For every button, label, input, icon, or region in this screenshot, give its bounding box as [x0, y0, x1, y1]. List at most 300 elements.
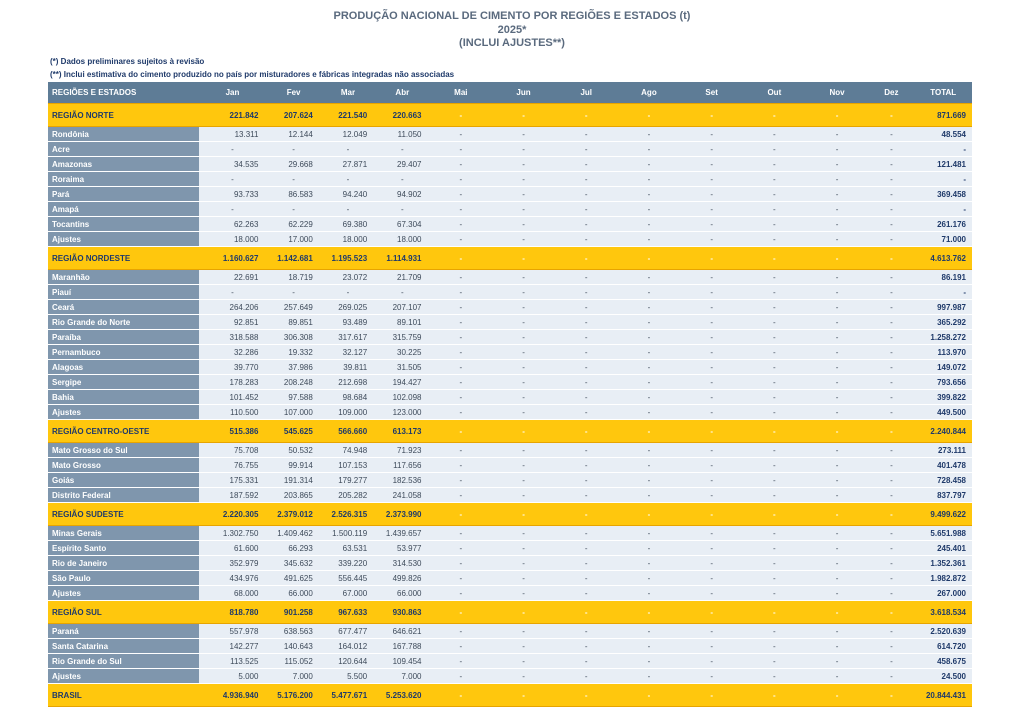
month-value-cell: -	[868, 458, 914, 473]
month-value-cell: -	[806, 654, 869, 669]
month-value-cell: -	[868, 443, 914, 458]
state-name: Ajustes	[48, 669, 199, 684]
month-value-cell: -	[555, 601, 618, 624]
month-value-cell: -	[618, 458, 681, 473]
month-value-cell: 18.719	[266, 270, 320, 285]
month-value-cell: -	[806, 443, 869, 458]
month-value-cell: -	[429, 541, 492, 556]
month-value-cell: -	[492, 187, 555, 202]
table-header-row	[48, 82, 972, 104]
month-value-cell: 67.304	[375, 217, 429, 232]
month-value-cell: 62.229	[266, 217, 320, 232]
month-value-cell: -	[199, 202, 267, 217]
row-total-cell: 2.520.639	[914, 624, 972, 639]
month-value-cell: 208.248	[266, 375, 320, 390]
month-value-cell: -	[680, 247, 743, 270]
month-value-cell: -	[680, 330, 743, 345]
month-value-cell: -	[492, 624, 555, 639]
state-name: Santa Catarina	[48, 639, 199, 654]
state-row	[48, 360, 972, 375]
month-value-cell: -	[868, 217, 914, 232]
row-total-cell: 871.669	[914, 104, 972, 127]
header-out: Out	[743, 82, 806, 104]
month-value-cell: 76.755	[199, 458, 267, 473]
state-name: Pernambuco	[48, 345, 199, 360]
month-value-cell: -	[492, 270, 555, 285]
month-value-cell: -	[806, 202, 869, 217]
month-value-cell: -	[555, 405, 618, 420]
month-value-cell: -	[618, 443, 681, 458]
month-value-cell: 818.780	[199, 601, 267, 624]
month-value-cell: 68.000	[199, 586, 267, 601]
state-row	[48, 669, 972, 684]
header-mar: Mar	[321, 82, 375, 104]
month-value-cell: 110.500	[199, 405, 267, 420]
month-value-cell: 515.386	[199, 420, 267, 443]
month-value-cell: -	[492, 684, 555, 707]
header-regions-states: REGIÕES E ESTADOS	[48, 82, 199, 104]
month-value-cell: 98.684	[321, 390, 375, 405]
region-name: REGIÃO SUL	[48, 601, 199, 624]
row-total-cell: -	[914, 202, 972, 217]
month-value-cell: -	[555, 654, 618, 669]
month-value-cell: -	[680, 104, 743, 127]
month-value-cell: 142.277	[199, 639, 267, 654]
month-value-cell: 930.863	[375, 601, 429, 624]
month-value-cell: 66.293	[266, 541, 320, 556]
month-value-cell: -	[868, 586, 914, 601]
month-value-cell: -	[429, 247, 492, 270]
state-row	[48, 526, 972, 541]
state-name: Ajustes	[48, 405, 199, 420]
month-value-cell: 11.050	[375, 127, 429, 142]
month-value-cell: 29.407	[375, 157, 429, 172]
month-value-cell: -	[429, 526, 492, 541]
row-total-cell: 9.499.622	[914, 503, 972, 526]
state-name: Mato Grosso do Sul	[48, 443, 199, 458]
state-name: Roraima	[48, 172, 199, 187]
month-value-cell: -	[743, 127, 806, 142]
month-value-cell: -	[868, 157, 914, 172]
month-value-cell: 62.263	[199, 217, 267, 232]
month-value-cell: -	[492, 556, 555, 571]
month-value-cell: 34.535	[199, 157, 267, 172]
month-value-cell: -	[868, 420, 914, 443]
month-value-cell: -	[429, 104, 492, 127]
month-value-cell: -	[492, 360, 555, 375]
month-value-cell: 5.000	[199, 669, 267, 684]
month-value-cell: 352.979	[199, 556, 267, 571]
month-value-cell: -	[868, 405, 914, 420]
month-value-cell: -	[555, 104, 618, 127]
month-value-cell: -	[868, 172, 914, 187]
month-value-cell: -	[492, 285, 555, 300]
month-value-cell: -	[868, 473, 914, 488]
month-value-cell: -	[555, 443, 618, 458]
month-value-cell: 32.127	[321, 345, 375, 360]
state-row	[48, 586, 972, 601]
month-value-cell: -	[868, 360, 914, 375]
month-value-cell: 23.072	[321, 270, 375, 285]
month-value-cell: -	[868, 639, 914, 654]
month-value-cell: 221.842	[199, 104, 267, 127]
row-total-cell: 121.481	[914, 157, 972, 172]
month-value-cell: -	[743, 601, 806, 624]
row-total-cell: 837.797	[914, 488, 972, 503]
month-value-cell: -	[375, 172, 429, 187]
month-value-cell: -	[743, 104, 806, 127]
month-value-cell: -	[618, 345, 681, 360]
month-value-cell: -	[555, 586, 618, 601]
month-value-cell: 61.600	[199, 541, 267, 556]
month-value-cell: -	[492, 217, 555, 232]
month-value-cell: -	[743, 669, 806, 684]
month-value-cell: -	[868, 669, 914, 684]
month-value-cell: -	[492, 541, 555, 556]
month-value-cell: 306.308	[266, 330, 320, 345]
month-value-cell: 12.049	[321, 127, 375, 142]
month-value-cell: 545.625	[266, 420, 320, 443]
month-value-cell: -	[806, 503, 869, 526]
month-value-cell: 140.643	[266, 639, 320, 654]
month-value-cell: -	[492, 300, 555, 315]
month-value-cell: -	[618, 503, 681, 526]
month-value-cell: -	[618, 202, 681, 217]
month-value-cell: 220.663	[375, 104, 429, 127]
month-value-cell: 221.540	[321, 104, 375, 127]
month-value-cell: -	[492, 172, 555, 187]
month-value-cell: -	[492, 330, 555, 345]
month-value-cell: -	[806, 541, 869, 556]
state-name: Acre	[48, 142, 199, 157]
state-name: Tocantins	[48, 217, 199, 232]
month-value-cell: -	[806, 172, 869, 187]
month-value-cell: 109.454	[375, 654, 429, 669]
month-value-cell: -	[555, 503, 618, 526]
state-row	[48, 473, 972, 488]
month-value-cell: 269.025	[321, 300, 375, 315]
month-value-cell: -	[806, 458, 869, 473]
row-total-cell: 401.478	[914, 458, 972, 473]
month-value-cell: -	[743, 202, 806, 217]
month-value-cell: -	[429, 458, 492, 473]
month-value-cell: 17.000	[266, 232, 320, 247]
month-value-cell: -	[743, 142, 806, 157]
month-value-cell: -	[555, 375, 618, 390]
month-value-cell: -	[806, 669, 869, 684]
month-value-cell: -	[492, 142, 555, 157]
region-name: REGIÃO CENTRO-OESTE	[48, 420, 199, 443]
row-total-cell: 273.111	[914, 443, 972, 458]
state-row	[48, 375, 972, 390]
month-value-cell: 29.668	[266, 157, 320, 172]
month-value-cell: -	[868, 654, 914, 669]
month-value-cell: 123.000	[375, 405, 429, 420]
month-value-cell: 175.331	[199, 473, 267, 488]
month-value-cell: -	[680, 541, 743, 556]
month-value-cell: -	[868, 488, 914, 503]
month-value-cell: -	[555, 420, 618, 443]
month-value-cell: -	[429, 624, 492, 639]
month-value-cell: -	[618, 669, 681, 684]
month-value-cell: -	[806, 601, 869, 624]
month-value-cell: -	[680, 458, 743, 473]
month-value-cell: -	[555, 360, 618, 375]
month-value-cell: 187.592	[199, 488, 267, 503]
month-value-cell: -	[806, 684, 869, 707]
month-value-cell: -	[743, 360, 806, 375]
row-total-cell: 1.352.361	[914, 556, 972, 571]
month-value-cell: 257.649	[266, 300, 320, 315]
month-value-cell: 556.445	[321, 571, 375, 586]
month-value-cell: -	[743, 330, 806, 345]
row-total-cell: 458.675	[914, 654, 972, 669]
month-value-cell: -	[680, 390, 743, 405]
month-value-cell: -	[555, 315, 618, 330]
footnote-adjustments: (**) Inclui estimativa do cimento produzido no país por misturadores e fábricas integradas não associadas	[50, 70, 455, 79]
month-value-cell: -	[618, 232, 681, 247]
month-value-cell: -	[806, 285, 869, 300]
state-name: Rio de Janeiro	[48, 556, 199, 571]
month-value-cell: -	[868, 624, 914, 639]
month-value-cell: 99.914	[266, 458, 320, 473]
month-value-cell: -	[806, 473, 869, 488]
month-value-cell: -	[680, 443, 743, 458]
state-row	[48, 330, 972, 345]
month-value-cell: -	[743, 586, 806, 601]
month-value-cell: -	[199, 172, 267, 187]
month-value-cell: -	[492, 639, 555, 654]
state-name: Ajustes	[48, 586, 199, 601]
month-value-cell: -	[868, 202, 914, 217]
month-value-cell: 491.625	[266, 571, 320, 586]
month-value-cell: 179.277	[321, 473, 375, 488]
month-value-cell: 345.632	[266, 556, 320, 571]
state-row	[48, 270, 972, 285]
month-value-cell: 89.101	[375, 315, 429, 330]
month-value-cell: -	[492, 601, 555, 624]
month-value-cell: -	[618, 360, 681, 375]
month-value-cell: -	[429, 217, 492, 232]
month-value-cell: -	[492, 405, 555, 420]
month-value-cell: -	[618, 247, 681, 270]
report-title-subtitle: (INCLUI AJUSTES**)	[459, 37, 565, 49]
month-value-cell: -	[743, 556, 806, 571]
month-value-cell: -	[555, 232, 618, 247]
row-total-cell: -	[914, 172, 972, 187]
month-value-cell: 18.000	[321, 232, 375, 247]
month-value-cell: -	[555, 285, 618, 300]
month-value-cell: 1.302.750	[199, 526, 267, 541]
month-value-cell: 315.759	[375, 330, 429, 345]
month-value-cell: -	[429, 503, 492, 526]
state-name: Sergipe	[48, 375, 199, 390]
month-value-cell: 638.563	[266, 624, 320, 639]
month-value-cell: -	[429, 202, 492, 217]
month-value-cell: 182.536	[375, 473, 429, 488]
month-value-cell: -	[806, 420, 869, 443]
month-value-cell: 264.206	[199, 300, 267, 315]
row-total-cell: 2.240.844	[914, 420, 972, 443]
row-total-cell: 245.401	[914, 541, 972, 556]
month-value-cell: -	[806, 345, 869, 360]
month-value-cell: -	[555, 157, 618, 172]
month-value-cell: -	[868, 104, 914, 127]
month-value-cell: -	[743, 458, 806, 473]
month-value-cell: -	[806, 360, 869, 375]
month-value-cell: -	[492, 420, 555, 443]
state-row	[48, 639, 972, 654]
month-value-cell: -	[806, 247, 869, 270]
month-value-cell: -	[743, 300, 806, 315]
state-name: Distrito Federal	[48, 488, 199, 503]
row-total-cell: 71.000	[914, 232, 972, 247]
month-value-cell: -	[806, 157, 869, 172]
month-value-cell: -	[555, 488, 618, 503]
state-row	[48, 172, 972, 187]
month-value-cell: 31.505	[375, 360, 429, 375]
row-total-cell: 20.844.431	[914, 684, 972, 707]
month-value-cell: -	[868, 345, 914, 360]
month-value-cell: -	[429, 571, 492, 586]
month-value-cell: 92.851	[199, 315, 267, 330]
month-value-cell: -	[806, 330, 869, 345]
month-value-cell: -	[743, 420, 806, 443]
month-value-cell: -	[743, 270, 806, 285]
state-row	[48, 315, 972, 330]
month-value-cell: 7.000	[266, 669, 320, 684]
month-value-cell: -	[680, 187, 743, 202]
month-value-cell: 2.220.305	[199, 503, 267, 526]
state-row	[48, 232, 972, 247]
month-value-cell: -	[618, 405, 681, 420]
month-value-cell: -	[743, 157, 806, 172]
month-value-cell: -	[680, 526, 743, 541]
month-value-cell: -	[555, 624, 618, 639]
month-value-cell: -	[492, 104, 555, 127]
month-value-cell: 102.098	[375, 390, 429, 405]
row-total-cell: -	[914, 142, 972, 157]
month-value-cell: -	[618, 526, 681, 541]
month-value-cell: 901.258	[266, 601, 320, 624]
month-value-cell: -	[618, 330, 681, 345]
month-value-cell: -	[429, 330, 492, 345]
month-value-cell: -	[680, 503, 743, 526]
month-value-cell: -	[743, 172, 806, 187]
month-value-cell: -	[743, 473, 806, 488]
month-value-cell: -	[680, 157, 743, 172]
month-value-cell: 94.240	[321, 187, 375, 202]
region-row	[48, 503, 972, 526]
month-value-cell: -	[492, 247, 555, 270]
month-value-cell: -	[492, 345, 555, 360]
month-value-cell: -	[806, 556, 869, 571]
month-value-cell: -	[555, 390, 618, 405]
month-value-cell: 5.253.620	[375, 684, 429, 707]
month-value-cell: -	[680, 488, 743, 503]
month-value-cell: -	[618, 654, 681, 669]
month-value-cell: -	[321, 142, 375, 157]
month-value-cell: -	[555, 187, 618, 202]
month-value-cell: 93.733	[199, 187, 267, 202]
month-value-cell: -	[618, 639, 681, 654]
region-row	[48, 104, 972, 127]
month-value-cell: -	[680, 345, 743, 360]
month-value-cell: 2.379.012	[266, 503, 320, 526]
month-value-cell: 113.525	[199, 654, 267, 669]
month-value-cell: 207.624	[266, 104, 320, 127]
month-value-cell: -	[743, 232, 806, 247]
month-value-cell: -	[429, 390, 492, 405]
month-value-cell: -	[429, 488, 492, 503]
month-value-cell: -	[555, 217, 618, 232]
month-value-cell: 203.865	[266, 488, 320, 503]
month-value-cell: -	[429, 127, 492, 142]
month-value-cell: -	[492, 315, 555, 330]
region-name: REGIÃO NORDESTE	[48, 247, 199, 270]
row-total-cell: 793.656	[914, 375, 972, 390]
state-row	[48, 458, 972, 473]
month-value-cell: 212.698	[321, 375, 375, 390]
month-value-cell: -	[618, 488, 681, 503]
state-name: Piauí	[48, 285, 199, 300]
month-value-cell: -	[429, 556, 492, 571]
month-value-cell: -	[868, 330, 914, 345]
month-value-cell: 89.851	[266, 315, 320, 330]
row-total-cell: 1.982.872	[914, 571, 972, 586]
month-value-cell: -	[743, 503, 806, 526]
state-name: Bahia	[48, 390, 199, 405]
month-value-cell: -	[618, 157, 681, 172]
month-value-cell: -	[492, 202, 555, 217]
month-value-cell: 39.811	[321, 360, 375, 375]
month-value-cell: -	[618, 624, 681, 639]
month-value-cell: -	[492, 571, 555, 586]
state-name: Ceará	[48, 300, 199, 315]
month-value-cell: -	[680, 639, 743, 654]
month-value-cell: -	[429, 315, 492, 330]
month-value-cell: 339.220	[321, 556, 375, 571]
month-value-cell: -	[429, 172, 492, 187]
month-value-cell: -	[806, 300, 869, 315]
month-value-cell: -	[618, 104, 681, 127]
month-value-cell: -	[429, 270, 492, 285]
month-value-cell: -	[743, 285, 806, 300]
month-value-cell: -	[555, 684, 618, 707]
month-value-cell: 67.000	[321, 586, 375, 601]
state-name: Alagoas	[48, 360, 199, 375]
state-name: Pará	[48, 187, 199, 202]
month-value-cell: 1.160.627	[199, 247, 267, 270]
month-value-cell: 499.826	[375, 571, 429, 586]
month-value-cell: -	[266, 142, 320, 157]
month-value-cell: 2.373.990	[375, 503, 429, 526]
month-value-cell: -	[680, 172, 743, 187]
month-value-cell: -	[743, 345, 806, 360]
row-total-cell: 24.500	[914, 669, 972, 684]
month-value-cell: -	[321, 285, 375, 300]
row-total-cell: -	[914, 285, 972, 300]
month-value-cell: 241.058	[375, 488, 429, 503]
month-value-cell: -	[743, 217, 806, 232]
header-fev: Fev	[266, 82, 320, 104]
month-value-cell: -	[743, 526, 806, 541]
state-name: Maranhão	[48, 270, 199, 285]
month-value-cell: -	[618, 375, 681, 390]
region-name: REGIÃO NORTE	[48, 104, 199, 127]
month-value-cell: -	[868, 684, 914, 707]
month-value-cell: -	[429, 285, 492, 300]
